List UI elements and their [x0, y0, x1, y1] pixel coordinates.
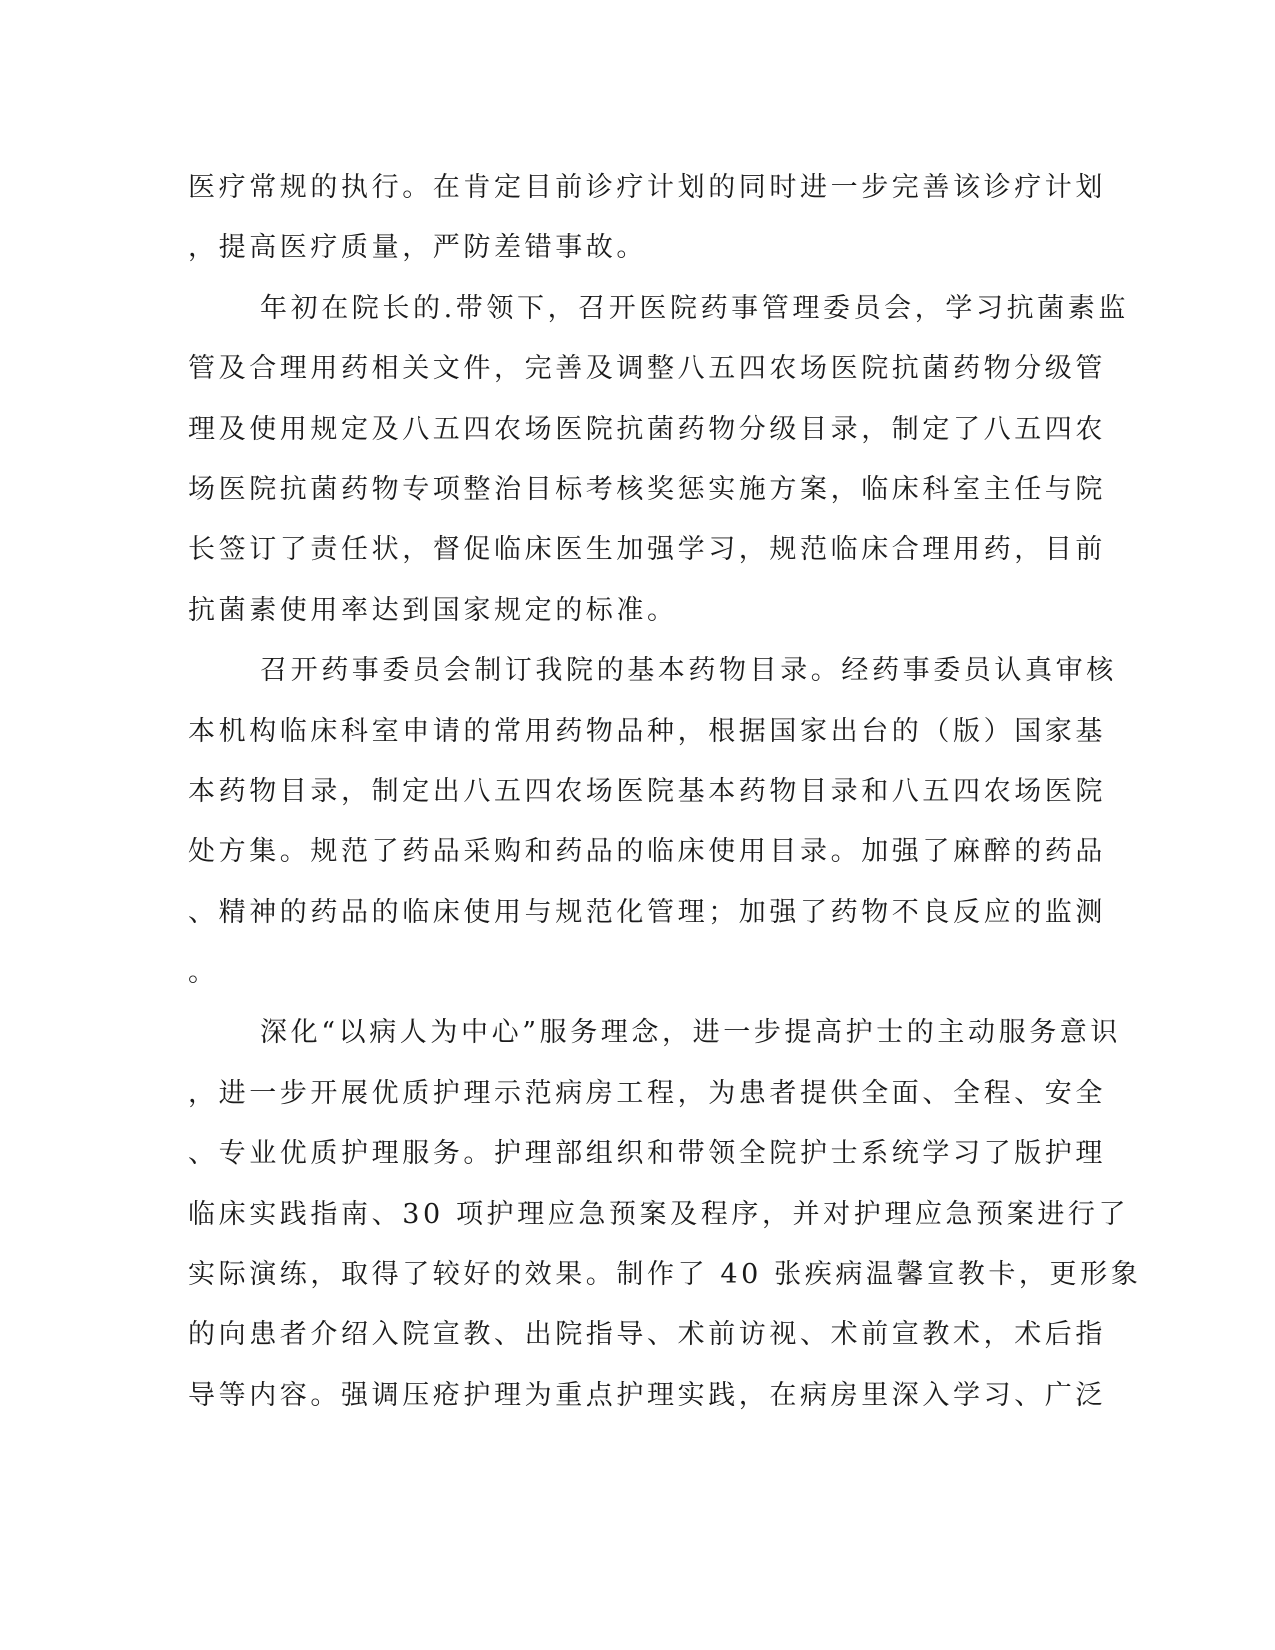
text-line: 理及使用规定及八五四农场医院抗菌药物分级目录，制定了八五四农 — [188, 413, 1106, 445]
text-line: 本药物目录，制定出八五四农场医院基本药物目录和八五四农场医院 — [188, 775, 1106, 807]
text-line: 实际演练，取得了较好的效果。制作了 40 张疾病温馨宣教卡，更形象 — [188, 1259, 1142, 1291]
text-line: ，进一步开展优质护理示范病房工程，为患者提供全面、全程、安全 — [188, 1077, 1106, 1109]
paragraph-start-line: 召开药事委员会制订我院的基本药物目录。经药事委员认真审核 — [260, 655, 1117, 687]
paragraph-start-line: 年初在院长的.带领下，召开医院药事管理委员会，学习抗菌素监 — [260, 292, 1129, 324]
text-line: 、专业优质护理服务。护理部组织和带领全院护士系统学习了版护理 — [188, 1138, 1106, 1170]
text-line: 处方集。规范了药品采购和药品的临床使用目录。加强了麻醉的药品 — [188, 836, 1106, 868]
text-line: 场医院抗菌药物专项整治目标考核奖惩实施方案，临床科室主任与院 — [188, 473, 1106, 505]
text-line: 、精神的药品的临床使用与规范化管理；加强了药物不良反应的监测 — [188, 896, 1106, 928]
text-line: 医疗常规的执行。在肯定目前诊疗计划的同时进一步完善该诊疗计划 — [188, 172, 1106, 203]
paragraph-start-line: 深化“以病人为中心”服务理念，进一步提高护士的主动服务意识 — [260, 1017, 1122, 1049]
text-line: 临床实践指南、30 项护理应急预案及程序，并对护理应急预案进行了 — [188, 1198, 1130, 1230]
text-line: ，提高医疗质量，严防差错事故。 — [188, 232, 647, 264]
text-line: 的向患者介绍入院宣教、出院指导、术前访视、术前宣教术，术后指 — [188, 1319, 1106, 1351]
text-line: 导等内容。强调压疮护理为重点护理实践，在病房里深入学习、广泛 — [188, 1379, 1106, 1411]
body-text — [188, 158, 1142, 1426]
text-line: 长签订了责任状，督促临床医生加强学习，规范临床合理用药，目前 — [188, 534, 1106, 566]
text-line: 抗菌素使用率达到国家规定的标准。 — [188, 594, 678, 626]
text-line: 管及合理用药相关文件，完善及调整八五四农场医院抗菌药物分级管 — [188, 353, 1106, 385]
text-line: 。 — [188, 957, 219, 989]
text-line: 本机构临床科室申请的常用药物品种，根据国家出台的（版）国家基 — [188, 715, 1106, 747]
